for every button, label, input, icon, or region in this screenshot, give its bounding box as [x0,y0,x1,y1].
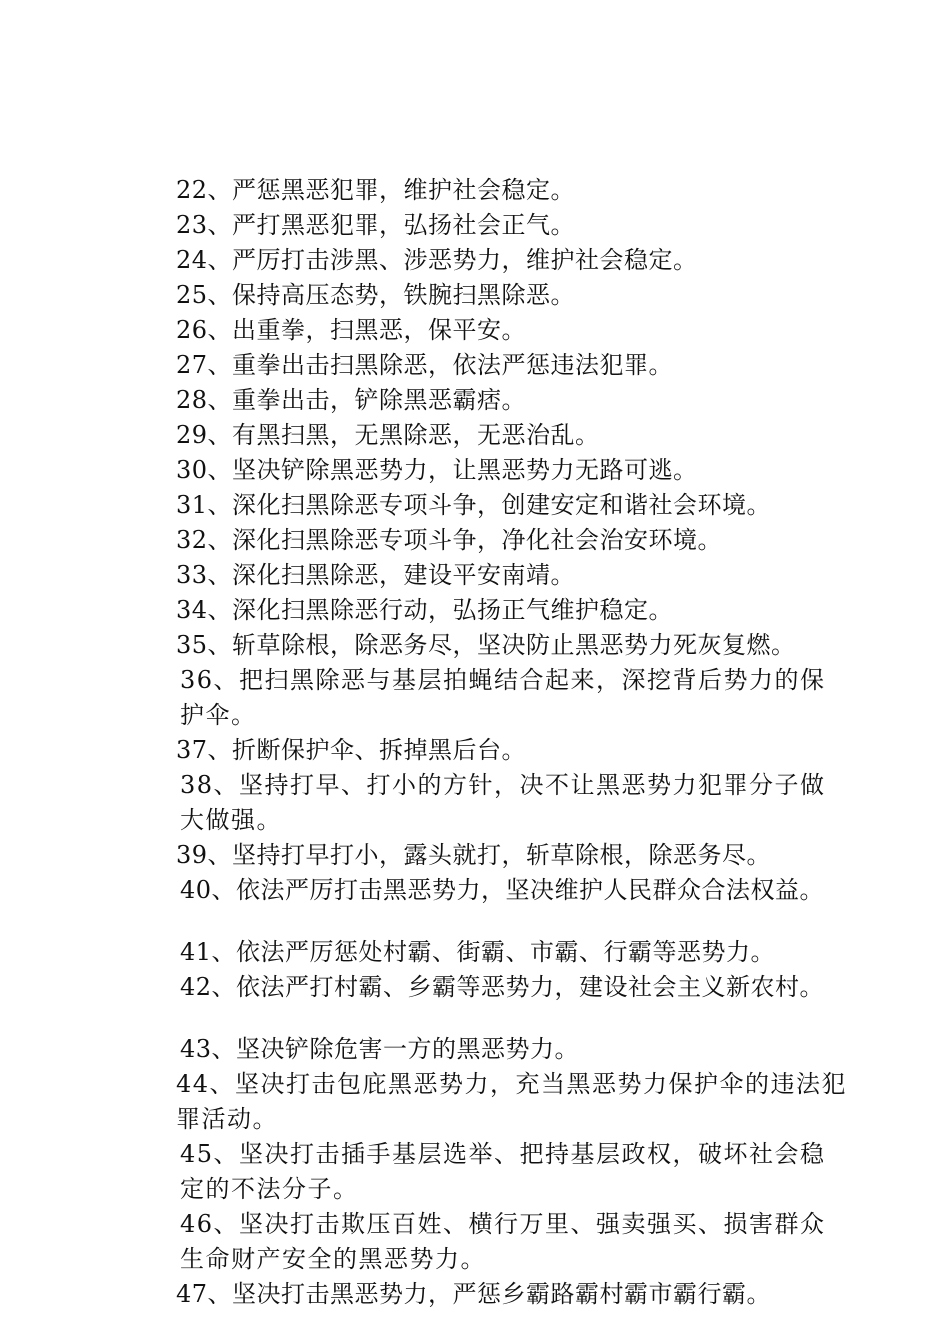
list-item: 24、严厉打击涉黑、涉恶势力，维护社会稳定。 [176,246,698,274]
list-item: 38、坚持打早、打小的方针，决不让黑恶势力犯罪分子做大做强。 [180,771,826,834]
list-item: 36、把扫黑除恶与基层拍蝇结合起来，深挖背后势力的保护伞。 [180,666,826,729]
list-item: 34、深化扫黑除恶行动，弘扬正气维护稳定。 [176,596,674,624]
list-item: 27、重拳出击扫黑除恶，依法严惩违法犯罪。 [176,351,674,379]
list-item: 40、依法严厉打击黑恶势力，坚决维护人民群众合法权益。 [180,876,825,904]
list-item: 33、深化扫黑除恶，建设平安南靖。 [176,561,576,589]
list-item: 29、有黑扫黑，无黑除恶，无恶治乱。 [176,421,600,449]
list-item: 42、依法严打村霸、乡霸等恶势力，建设社会主义新农村。 [180,973,825,1001]
list-item: 43、坚决铲除危害一方的黑恶势力。 [180,1035,580,1063]
list-item: 30、坚决铲除黑恶势力，让黑恶势力无路可逃。 [176,456,698,484]
list-item: 23、严打黑恶犯罪，弘扬社会正气。 [176,211,576,239]
list-item: 47、坚决打击黑恶势力，严惩乡霸路霸村霸市霸行霸。 [176,1280,772,1308]
list-item: 28、重拳出击，铲除黑恶霸痞。 [176,386,527,414]
list-item: 46、坚决打击欺压百姓、横行万里、强卖强买、损害群众生命财产安全的黑恶势力。 [180,1210,826,1273]
list-item: 31、深化扫黑除恶专项斗争，创建安定和谐社会环境。 [176,491,772,519]
list-item: 26、出重拳，扫黑恶，保平安。 [176,316,527,344]
list-item: 32、深化扫黑除恶专项斗争，净化社会治安环境。 [176,526,723,554]
paragraph-gap [130,908,850,935]
list-item: 22、严惩黑恶犯罪，维护社会稳定。 [176,176,576,204]
list-item: 37、折断保护伞、拆掉黑后台。 [176,736,527,764]
list-item: 41、依法严厉惩处村霸、街霸、市霸、行霸等恶势力。 [180,938,776,966]
paragraph-gap [130,1005,850,1032]
list-item: 44、坚决打击包庇黑恶势力，充当黑恶势力保护伞的违法犯罪活动。 [176,1070,848,1133]
list-item: 25、保持高压态势，铁腕扫黑除恶。 [176,281,576,309]
list-item: 35、斩草除根，除恶务尽，坚决防止黑恶势力死灰复燃。 [176,631,796,659]
list-item: 39、坚持打早打小，露头就打，斩草除根，除恶务尽。 [176,841,772,869]
list-item: 45、坚决打击插手基层选举、把持基层政权，破坏社会稳定的不法分子。 [180,1140,826,1203]
slogan-list [130,173,850,1312]
